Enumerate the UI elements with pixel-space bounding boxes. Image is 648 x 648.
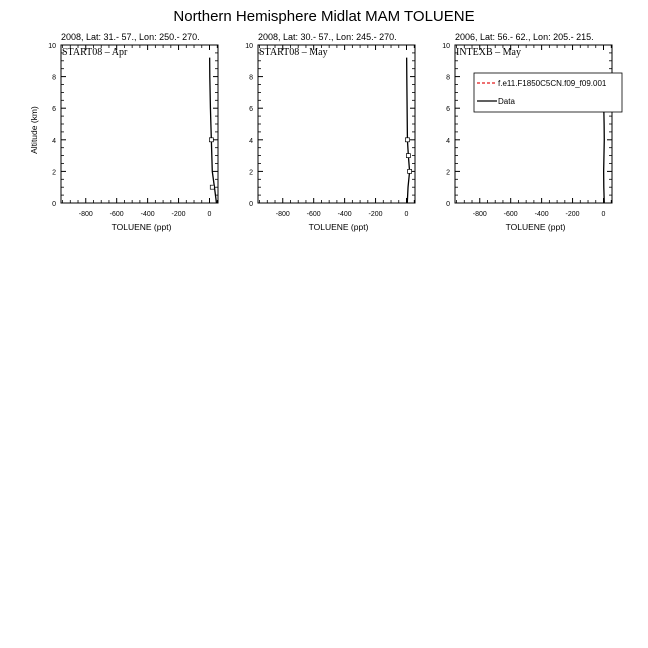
data-marker [210, 185, 214, 189]
x-tick-label: -800 [275, 211, 290, 218]
panel-subtitle: 2008, Lat: 30.- 57., Lon: 245.- 270. [258, 32, 397, 42]
y-tick-label: 0 [249, 201, 253, 208]
x-tick-label: -400 [534, 211, 549, 218]
y-tick-label: 4 [446, 137, 450, 145]
panel-subtitle: 2008, Lat: 31.- 57., Lon: 250.- 270. [61, 32, 200, 42]
panel-label: START08 – May [259, 47, 328, 58]
y-tick-label: 4 [52, 137, 56, 145]
plot-frame [455, 45, 612, 203]
y-tick-label: 8 [446, 74, 450, 82]
data-series-line [210, 58, 217, 203]
y-axis-label: Altitude (km) [29, 106, 39, 154]
y-tick-label: 2 [249, 169, 253, 177]
x-tick-label: 0 [207, 211, 212, 218]
plot-frame [258, 45, 415, 203]
legend [474, 73, 622, 112]
x-tick-label: -400 [337, 211, 352, 218]
legend-entry-label: f.e11.F1850C5CN.f09_f09.001 [498, 79, 607, 88]
y-tick-label: 4 [249, 137, 253, 145]
data-series-line [407, 58, 410, 203]
data-marker [408, 169, 412, 173]
y-tick-label: 8 [52, 74, 56, 82]
x-axis-label: TOLUENE (ppt) [505, 222, 566, 232]
x-axis-label: TOLUENE (ppt) [308, 222, 369, 232]
x-tick-label: 0 [404, 211, 409, 218]
y-tick-label: 8 [249, 74, 253, 82]
legend-entry-label: Data [498, 97, 515, 106]
x-tick-label: -600 [306, 211, 321, 218]
chart-panel-2 [245, 32, 415, 232]
y-tick-label: 6 [249, 106, 253, 114]
y-tick-label: 2 [446, 169, 450, 177]
x-tick-label: 0 [601, 211, 606, 218]
y-tick-label: 10 [442, 43, 450, 50]
data-marker [406, 154, 410, 158]
x-tick-label: -800 [78, 211, 93, 218]
x-tick-label: -600 [503, 211, 518, 218]
y-tick-label: 0 [52, 201, 56, 208]
data-marker [209, 138, 213, 142]
panel-label: INTEXB – May [456, 47, 521, 58]
figure-title: Northern Hemisphere Midlat MAM TOLUENE [173, 8, 475, 25]
chart-panel-1 [29, 32, 218, 232]
panel-label: START08 – Apr [62, 47, 128, 58]
x-tick-label: -600 [109, 211, 124, 218]
panel-subtitle: 2006, Lat: 56.- 62., Lon: 205.- 215. [455, 32, 594, 42]
y-tick-label: 6 [446, 106, 450, 114]
y-tick-label: 0 [446, 201, 450, 208]
data-marker [405, 138, 409, 142]
x-tick-label: -200 [171, 211, 186, 218]
chart-panel-3 [442, 32, 622, 232]
plot-frame [61, 45, 218, 203]
y-tick-label: 6 [52, 106, 56, 114]
x-tick-label: -200 [368, 211, 383, 218]
x-tick-label: -400 [140, 211, 155, 218]
y-tick-label: 10 [48, 43, 56, 50]
x-axis-label: TOLUENE (ppt) [111, 222, 172, 232]
x-tick-label: -200 [565, 211, 580, 218]
x-tick-label: -800 [472, 211, 487, 218]
y-tick-label: 2 [52, 169, 56, 177]
y-tick-label: 10 [245, 43, 253, 50]
